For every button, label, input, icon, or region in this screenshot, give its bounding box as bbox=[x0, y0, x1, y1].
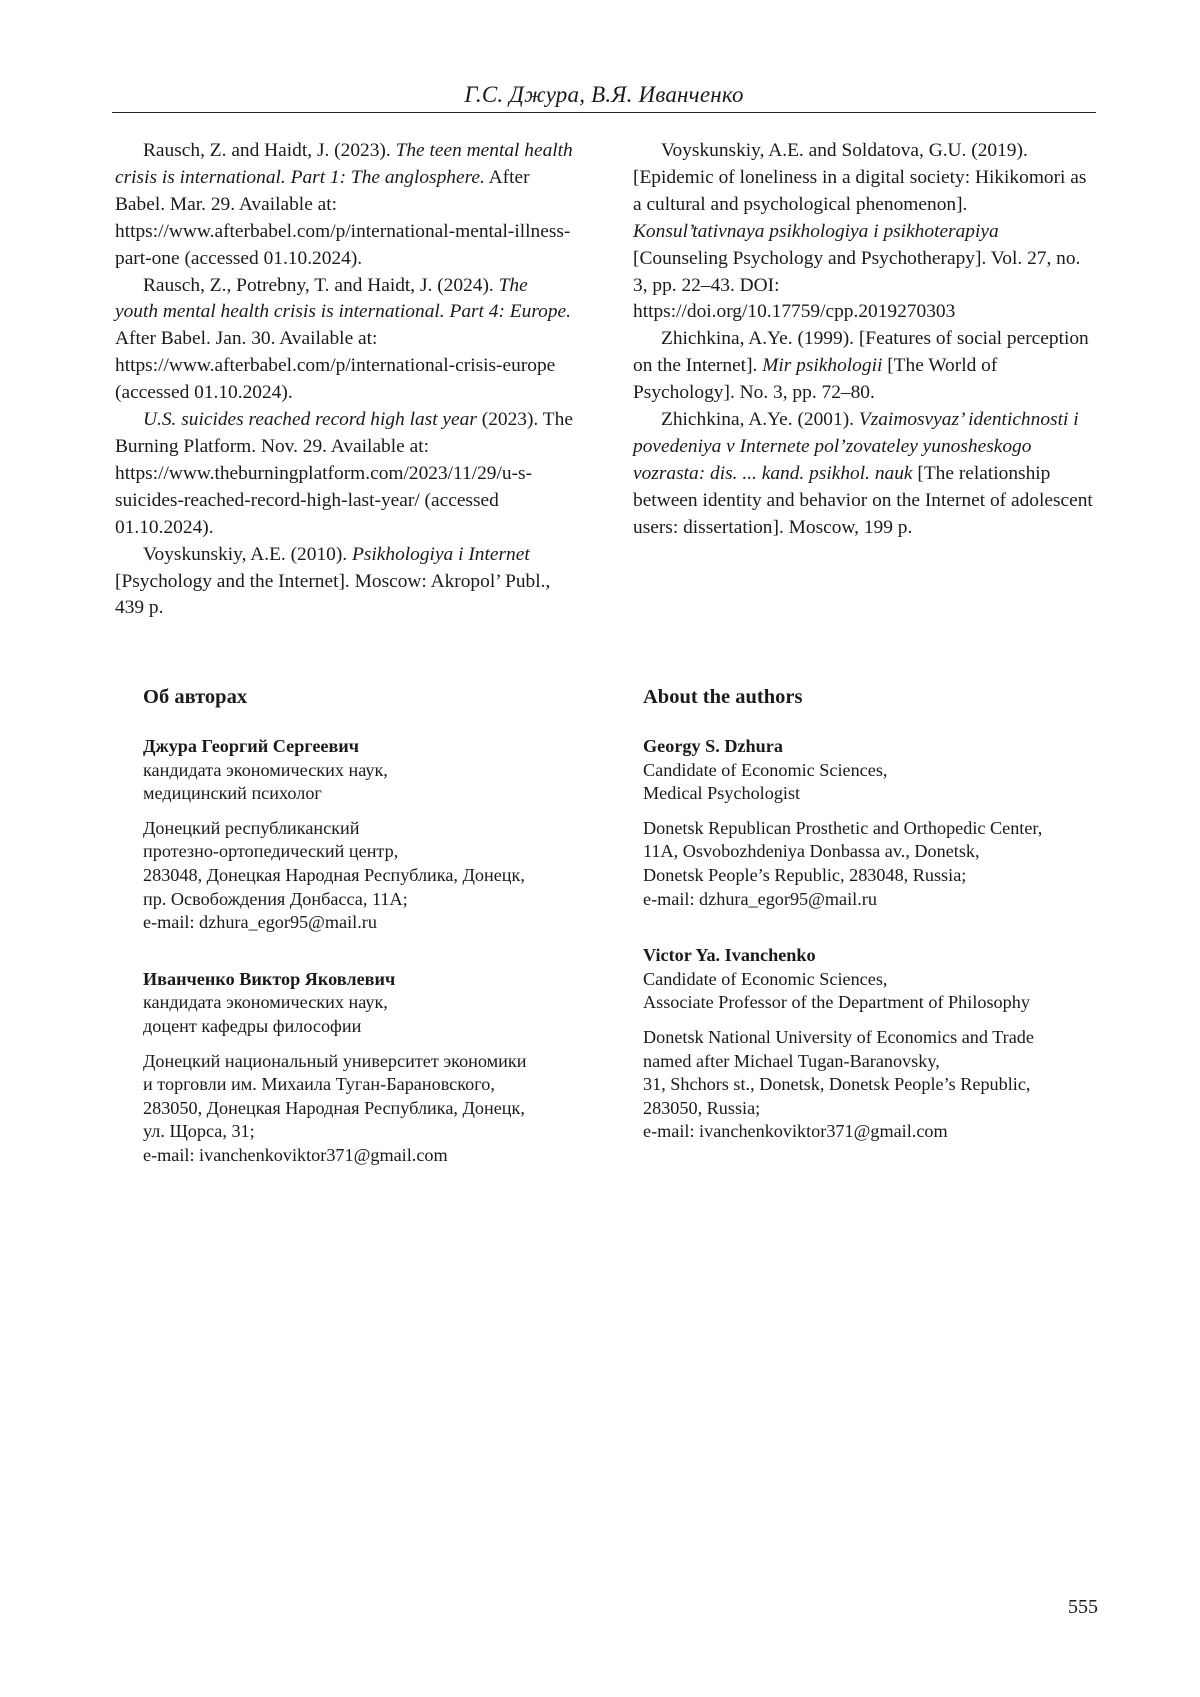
affiliation-line: 283048, Донецкая Народная Республика, Донецк, bbox=[143, 864, 525, 885]
section-title: Об авторах bbox=[143, 686, 248, 708]
reference-entry bbox=[115, 407, 573, 542]
affiliation-line: Донецкий республиканский bbox=[143, 817, 360, 838]
affiliation-line: и торговли им. Михаила Туган-Барановского, bbox=[143, 1074, 495, 1095]
author-block bbox=[143, 735, 593, 806]
affiliation-line: Donetsk People’s Republic, 283048, Russia; bbox=[643, 864, 967, 885]
reference-title: Mir psikhologii bbox=[762, 355, 883, 377]
reference-entry bbox=[633, 326, 1095, 407]
affiliation-line: Donetsk National University of Economics and Trade bbox=[643, 1026, 1034, 1047]
reference-text: [Psychology and the Internet]. Moscow: Akropol’ Publ., 439 p. bbox=[115, 570, 551, 619]
affiliation-line: 283050, Russia; bbox=[643, 1097, 761, 1118]
reference-text: Voyskunskiy, A.E. and Soldatova, G.U. (2019). [Epidemic of loneliness in a digital society: Hikikomori as a cultural and psychological phenomenon]. bbox=[633, 140, 1087, 215]
references-left-column bbox=[115, 138, 573, 622]
author-block bbox=[143, 968, 593, 1039]
affiliation-line: named after Michael Tugan-Baranovsky, bbox=[643, 1050, 940, 1071]
reference-title: The youth mental health crisis is international. Part 4: Europe. bbox=[115, 274, 572, 323]
author-position: Associate Professor of the Department of Philosophy bbox=[643, 992, 1030, 1013]
reference-title: U.S. suicides reached record high last year bbox=[143, 409, 477, 431]
author-email: e-mail: ivanchenkoviktor371@gmail.com bbox=[643, 1121, 948, 1142]
affiliation-line: 31, Shchors st., Donetsk, Donetsk People’s Republic, bbox=[643, 1074, 1031, 1095]
author-email: e-mail: ivanchenkoviktor371@gmail.com bbox=[143, 1144, 448, 1165]
affiliation-line: Donetsk Republican Prosthetic and Orthopedic Center, bbox=[643, 817, 1043, 838]
running-title: Г.С. Джура, В.Я. Иванченко bbox=[464, 82, 744, 107]
reference-title: Konsul’tativnaya psikhologiya i psikhoterapiya bbox=[633, 220, 999, 242]
author-degree: Candidate of Economic Sciences, bbox=[643, 759, 888, 780]
authors-en-section bbox=[643, 684, 1103, 1155]
reference-title: The teen mental health crisis is international. Part 1: The anglosphere. bbox=[115, 140, 573, 188]
affiliation-block bbox=[143, 1050, 593, 1168]
author-position: доцент кафедры философии bbox=[143, 1015, 362, 1036]
reference-text: Zhichkina, A.Ye. (2001). bbox=[661, 409, 859, 431]
reference-entry bbox=[115, 542, 573, 623]
affiliation-line: 11A, Osvobozhdeniya Donbassa av., Donetsk, bbox=[643, 841, 980, 862]
author-block bbox=[643, 944, 1103, 1015]
section-title: About the authors bbox=[643, 686, 803, 708]
affiliation-line: пр. Освобождения Донбасса, 11А; bbox=[143, 888, 408, 909]
reference-entry bbox=[115, 138, 573, 273]
affiliation-line: 283050, Донецкая Народная Республика, Донецк, bbox=[143, 1097, 525, 1118]
author-block bbox=[643, 735, 1103, 806]
affiliation-line: ул. Щорса, 31; bbox=[143, 1121, 255, 1142]
reference-entry bbox=[633, 138, 1095, 326]
author-position: медицинский психолог bbox=[143, 783, 322, 804]
reference-text: After Babel. Jan. 30. Available at: https://www.afterbabel.com/p/international-crisis-europe (accessed 01.10.2024). bbox=[115, 328, 556, 404]
affiliation-line: Донецкий национальный университет экономики bbox=[143, 1050, 527, 1071]
author-degree: Candidate of Economic Sciences, bbox=[643, 968, 888, 989]
reference-text: Rausch, Z., Potrebny, T. and Haidt, J. (2024). bbox=[143, 274, 499, 296]
reference-text: (2023). The Burning Platform. Nov. 29. Available at: https://www.theburningplatform.com/2023/11/29/u-s-suicides-reached-record-high-last-year/ (accessed 01.10.2024). bbox=[115, 409, 573, 538]
reference-text: [Counseling Psychology and Psychotherapy]. Vol. 27, no. 3, pp. 22–43. DOI: https://doi.org/10.17759/cpp.2019270303 bbox=[633, 247, 1081, 323]
affiliation-line: протезно-ортопедический центр, bbox=[143, 841, 399, 862]
author-name: Джура Георгий Сергеевич bbox=[143, 736, 360, 756]
affiliation-block bbox=[143, 817, 593, 935]
author-degree: кандидата экономических наук, bbox=[143, 992, 388, 1013]
reference-text: Rausch, Z. and Haidt, J. (2023). bbox=[143, 140, 396, 161]
author-name: Иванченко Виктор Яковлевич bbox=[143, 968, 396, 989]
author-degree: кандидата экономических наук, bbox=[143, 759, 388, 780]
reference-text: After Babel. Mar. 29. Available at: https://www.afterbabel.com/p/international-mental-illness-part-one (accessed 01.10.2024). bbox=[115, 166, 571, 269]
references-right-column bbox=[633, 138, 1095, 542]
reference-text: Voyskunskiy, A.E. (2010). bbox=[143, 543, 352, 565]
author-name: Georgy S. Dzhura bbox=[643, 736, 783, 756]
reference-entry bbox=[115, 273, 573, 408]
reference-text: Zhichkina, A.Ye. (1999). [Features of social perception on the Internet]. bbox=[633, 328, 1089, 377]
page-number: 555 bbox=[1068, 1596, 1098, 1618]
affiliation-block bbox=[643, 817, 1103, 911]
affiliation-block bbox=[643, 1026, 1103, 1144]
author-email: e-mail: dzhura_egor95@mail.ru bbox=[143, 912, 377, 933]
author-email: e-mail: dzhura_egor95@mail.ru bbox=[643, 888, 877, 909]
author-name: Victor Ya. Ivanchenko bbox=[643, 945, 816, 966]
author-position: Medical Psychologist bbox=[643, 783, 801, 804]
reference-title: Psikhologiya i Internet bbox=[352, 543, 530, 565]
reference-text: [The relationship between identity and behavior on the Internet of adolescent users: dissertation]. Moscow, 199 p. bbox=[633, 462, 1093, 538]
running-header bbox=[112, 80, 1096, 113]
authors-ru-section bbox=[143, 684, 593, 1179]
reference-title: Vzaimosvyaz’ identichnosti i povedeniya v Internete pol’zovateley yunosheskogo vozrasta: dis. ... kand. psikhol. nauk bbox=[633, 409, 1079, 484]
reference-text: [The World of Psychology]. No. 3, pp. 72–80. bbox=[633, 355, 998, 404]
reference-entry bbox=[633, 407, 1095, 542]
